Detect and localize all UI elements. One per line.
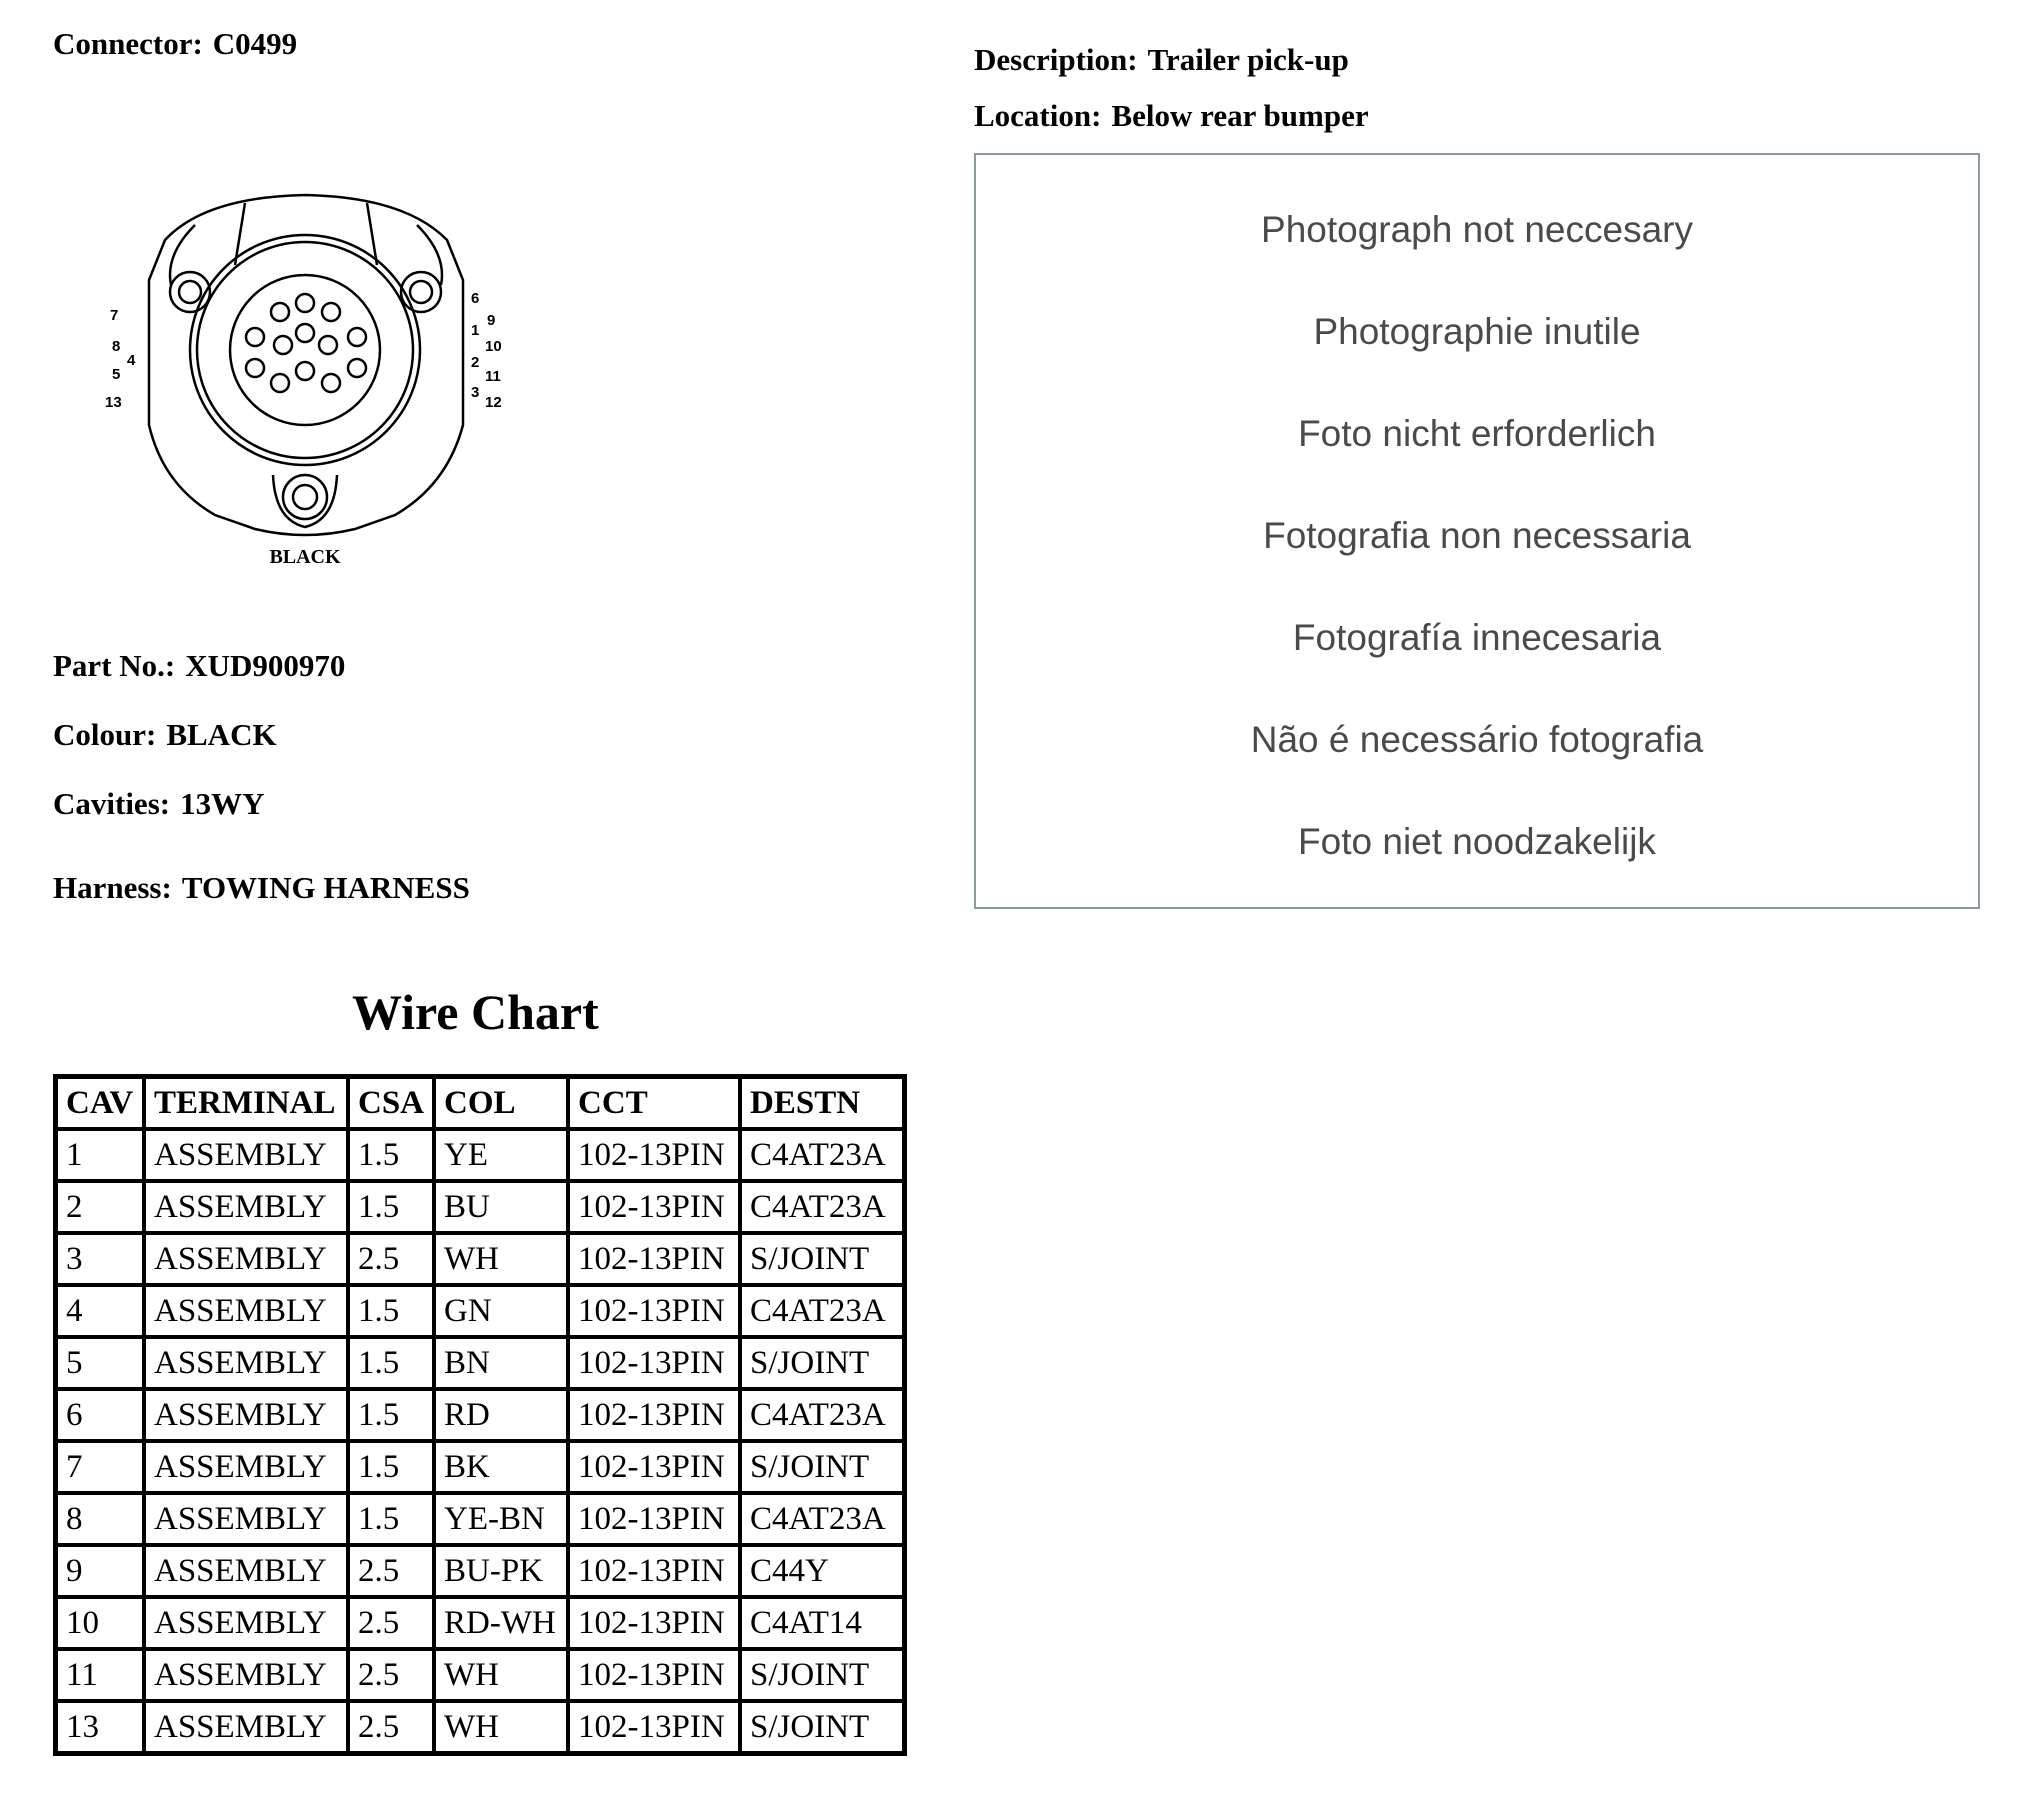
mount-hole-right bbox=[401, 272, 441, 312]
pin-label-3: 3 bbox=[471, 384, 480, 401]
cell-cct: 102-13PIN bbox=[568, 1285, 740, 1337]
cell-cav: 1 bbox=[56, 1129, 145, 1181]
table-row bbox=[56, 1493, 905, 1545]
part-no-field bbox=[53, 648, 345, 684]
pin-label-10: 10 bbox=[485, 338, 502, 355]
part-no-value: XUD900970 bbox=[185, 648, 346, 683]
cell-cct: 102-13PIN bbox=[568, 1493, 740, 1545]
cavities-label: Cavities: bbox=[53, 786, 171, 821]
colour-label: Colour: bbox=[53, 717, 157, 752]
cell-csa: 2.5 bbox=[348, 1545, 434, 1597]
cell-col: YE-BN bbox=[434, 1493, 568, 1545]
table-row bbox=[56, 1337, 905, 1389]
cell-cct: 102-13PIN bbox=[568, 1701, 740, 1754]
cell-terminal: ASSEMBLY bbox=[144, 1441, 348, 1493]
connector-field bbox=[53, 26, 297, 62]
cell-col: YE bbox=[434, 1129, 568, 1181]
cell-csa: 1.5 bbox=[348, 1441, 434, 1493]
location-value: Below rear bumper bbox=[1111, 98, 1369, 133]
cell-csa: 2.5 bbox=[348, 1701, 434, 1754]
cell-csa: 2.5 bbox=[348, 1649, 434, 1701]
cell-destn: S/JOINT bbox=[740, 1233, 905, 1285]
table-row bbox=[56, 1701, 905, 1754]
wire-chart-title: Wire Chart bbox=[352, 984, 599, 1040]
cell-cct: 102-13PIN bbox=[568, 1389, 740, 1441]
pin-label-12: 12 bbox=[485, 394, 502, 411]
cell-cav: 11 bbox=[56, 1649, 145, 1701]
cell-destn: C4AT23A bbox=[740, 1181, 905, 1233]
socket-outer-ring bbox=[190, 235, 420, 465]
cell-cct: 102-13PIN bbox=[568, 1597, 740, 1649]
cell-cav: 7 bbox=[56, 1441, 145, 1493]
cell-destn: S/JOINT bbox=[740, 1337, 905, 1389]
table-row bbox=[56, 1181, 905, 1233]
table-row bbox=[56, 1389, 905, 1441]
mount-hole-bottom bbox=[283, 475, 327, 519]
table-header-row bbox=[56, 1077, 905, 1130]
pin-label-7: 7 bbox=[110, 307, 119, 324]
wire-chart-table bbox=[53, 1074, 907, 1756]
photo-note-fr: Photographie inutile bbox=[1313, 311, 1641, 352]
photo-note-nl: Foto niet noodzakelijk bbox=[1298, 821, 1656, 862]
part-no-label: Part No.: bbox=[53, 648, 176, 683]
photo-note-it: Fotografia non necessaria bbox=[1263, 515, 1691, 556]
cell-terminal: ASSEMBLY bbox=[144, 1597, 348, 1649]
table-row bbox=[56, 1649, 905, 1701]
cell-cct: 102-13PIN bbox=[568, 1337, 740, 1389]
cell-csa: 2.5 bbox=[348, 1233, 434, 1285]
header-col: COL bbox=[434, 1077, 568, 1130]
diagram-colour-label: BLACK bbox=[269, 546, 341, 568]
pin-cavities bbox=[246, 294, 366, 392]
header-cav: CAV bbox=[56, 1077, 145, 1130]
cell-terminal: ASSEMBLY bbox=[144, 1389, 348, 1441]
cell-col: WH bbox=[434, 1701, 568, 1754]
table-row bbox=[56, 1129, 905, 1181]
cell-cct: 102-13PIN bbox=[568, 1181, 740, 1233]
table-row bbox=[56, 1545, 905, 1597]
cell-col: BU-PK bbox=[434, 1545, 568, 1597]
cell-terminal: ASSEMBLY bbox=[144, 1337, 348, 1389]
mount-hole-left bbox=[170, 272, 210, 312]
socket-inner-ring bbox=[230, 275, 380, 425]
cell-csa: 1.5 bbox=[348, 1337, 434, 1389]
photo-note-de: Foto nicht erforderlich bbox=[1298, 413, 1656, 454]
cell-cav: 8 bbox=[56, 1493, 145, 1545]
cell-terminal: ASSEMBLY bbox=[144, 1233, 348, 1285]
cell-cav: 9 bbox=[56, 1545, 145, 1597]
photo-placeholder-box bbox=[974, 153, 1980, 909]
header-destn: DESTN bbox=[740, 1077, 905, 1130]
cell-destn: C4AT23A bbox=[740, 1285, 905, 1337]
cell-destn: S/JOINT bbox=[740, 1441, 905, 1493]
pin-label-9: 9 bbox=[487, 312, 496, 329]
pin-label-2: 2 bbox=[471, 354, 480, 371]
cell-cav: 6 bbox=[56, 1389, 145, 1441]
cavities-field bbox=[53, 786, 264, 822]
cell-csa: 1.5 bbox=[348, 1129, 434, 1181]
cell-cct: 102-13PIN bbox=[568, 1545, 740, 1597]
cell-col: GN bbox=[434, 1285, 568, 1337]
pin-label-1: 1 bbox=[471, 322, 480, 339]
cell-cct: 102-13PIN bbox=[568, 1649, 740, 1701]
cell-cav: 13 bbox=[56, 1701, 145, 1754]
wire-chart-body bbox=[56, 1129, 905, 1754]
pin-label-8: 8 bbox=[112, 338, 121, 355]
description-value: Trailer pick-up bbox=[1147, 42, 1349, 77]
harness-label: Harness: bbox=[53, 870, 172, 905]
pin-label-4: 4 bbox=[127, 352, 136, 369]
photo-note-en: Photograph not neccesary bbox=[1261, 209, 1693, 250]
cell-destn: C4AT23A bbox=[740, 1389, 905, 1441]
cell-col: RD bbox=[434, 1389, 568, 1441]
location-label: Location: bbox=[974, 98, 1102, 133]
header-csa: CSA bbox=[348, 1077, 434, 1130]
cell-destn: C44Y bbox=[740, 1545, 905, 1597]
cavities-value: 13WY bbox=[180, 786, 265, 821]
cell-terminal: ASSEMBLY bbox=[144, 1181, 348, 1233]
cell-destn: S/JOINT bbox=[740, 1701, 905, 1754]
cell-terminal: ASSEMBLY bbox=[144, 1701, 348, 1754]
pin-label-5: 5 bbox=[112, 366, 121, 383]
colour-value: BLACK bbox=[166, 717, 277, 752]
harness-value: TOWING HARNESS bbox=[181, 870, 470, 905]
header-terminal: TERMINAL bbox=[144, 1077, 348, 1130]
cell-col: RD-WH bbox=[434, 1597, 568, 1649]
cell-terminal: ASSEMBLY bbox=[144, 1129, 348, 1181]
cell-csa: 1.5 bbox=[348, 1493, 434, 1545]
cell-col: BN bbox=[434, 1337, 568, 1389]
cell-cav: 3 bbox=[56, 1233, 145, 1285]
cell-cav: 10 bbox=[56, 1597, 145, 1649]
table-row bbox=[56, 1233, 905, 1285]
cell-cct: 102-13PIN bbox=[568, 1441, 740, 1493]
photo-note-es: Fotografía innecesaria bbox=[1292, 617, 1662, 658]
cell-destn: C4AT23A bbox=[740, 1129, 905, 1181]
table-row bbox=[56, 1597, 905, 1649]
colour-field bbox=[53, 717, 277, 753]
cell-cct: 102-13PIN bbox=[568, 1233, 740, 1285]
cell-terminal: ASSEMBLY bbox=[144, 1545, 348, 1597]
cell-col: BU bbox=[434, 1181, 568, 1233]
header-cct: CCT bbox=[568, 1077, 740, 1130]
cell-destn: S/JOINT bbox=[740, 1649, 905, 1701]
description-field bbox=[974, 42, 1349, 78]
cell-terminal: ASSEMBLY bbox=[144, 1285, 348, 1337]
cell-col: WH bbox=[434, 1649, 568, 1701]
description-label: Description: bbox=[974, 42, 1138, 77]
pin-label-6: 6 bbox=[471, 290, 480, 307]
harness-field bbox=[53, 870, 470, 906]
cell-csa: 1.5 bbox=[348, 1285, 434, 1337]
cell-cct: 102-13PIN bbox=[568, 1129, 740, 1181]
cell-col: BK bbox=[434, 1441, 568, 1493]
cell-csa: 1.5 bbox=[348, 1181, 434, 1233]
cell-terminal: ASSEMBLY bbox=[144, 1649, 348, 1701]
cell-csa: 2.5 bbox=[348, 1597, 434, 1649]
cell-cav: 4 bbox=[56, 1285, 145, 1337]
cell-cav: 2 bbox=[56, 1181, 145, 1233]
connector-diagram bbox=[95, 185, 535, 585]
cell-destn: C4AT14 bbox=[740, 1597, 905, 1649]
cell-cav: 5 bbox=[56, 1337, 145, 1389]
cell-col: WH bbox=[434, 1233, 568, 1285]
connector-value: C0499 bbox=[212, 26, 298, 61]
connector-label: Connector: bbox=[53, 26, 203, 61]
table-row bbox=[56, 1285, 905, 1337]
cell-terminal: ASSEMBLY bbox=[144, 1493, 348, 1545]
pin-label-11: 11 bbox=[485, 368, 501, 385]
cell-csa: 1.5 bbox=[348, 1389, 434, 1441]
table-row bbox=[56, 1441, 905, 1493]
cell-destn: C4AT23A bbox=[740, 1493, 905, 1545]
photo-note-pt: Não é necessário fotografia bbox=[1250, 719, 1704, 760]
pin-label-13: 13 bbox=[105, 394, 122, 411]
location-field bbox=[974, 98, 1369, 134]
